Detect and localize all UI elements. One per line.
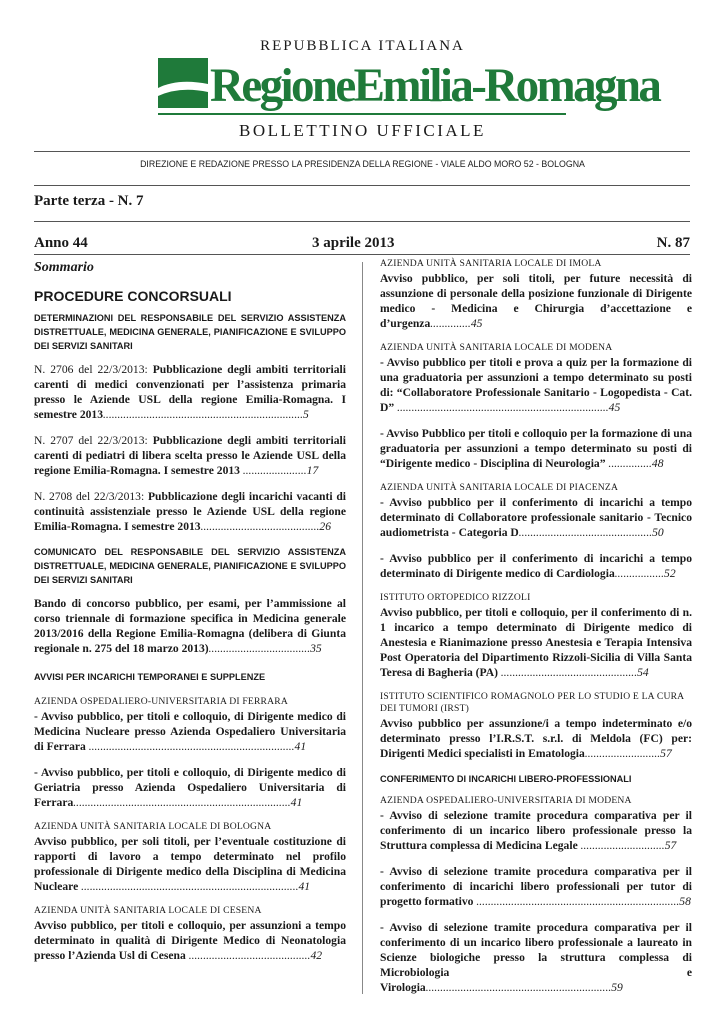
toc-entry[interactable]: - Avviso pubblico per il conferimento di incarichi a tempo determinato di Collaboratore professionale sanitario - Tecnico audiometrista - Categoria D..............................................50: [380, 496, 692, 539]
toc-entry[interactable]: - Avviso Pubblico per titoli e colloquio per la formazione di una graduatoria per assunzioni a tempo determinato su posti di “Dirigente medico - Disciplina di Neurologia” ...............48: [380, 427, 692, 470]
organization-label: ISTITUTO ORTOPEDICO RIZZOLI: [380, 592, 531, 603]
toc-entry[interactable]: - Avviso pubblico per il conferimento di incarichi a tempo determinato di Dirigente medico di Cardiologia.................52: [380, 552, 692, 580]
organization-label: AZIENDA UNITÀ SANITARIA LOCALE DI IMOLA: [380, 258, 602, 269]
organization-label: AZIENDA OSPEDALIERO-UNIVERSITARIA DI FERRARA: [34, 696, 289, 707]
organization-label: AZIENDA UNITÀ SANITARIA LOCALE DI CESENA: [34, 905, 262, 916]
toc-entry[interactable]: Avviso pubblico, per titoli e colloquio, per assunzioni a tempo determinato in qualità di Dirigente Medico di Neonatologia presso l’Azienda Usl di Cesena ..........................................42: [34, 919, 346, 962]
summary-heading: Sommario: [34, 260, 94, 275]
toc-entry[interactable]: Bando di concorso pubblico, per esami, per l’ammissione al corso triennale di formazione specifica in Medicina generale 2013/2016 della Regione Emilia-Romagna (delibera di Giunta regionale n. 275 del 18 marzo 2013)...................................35: [34, 597, 346, 655]
toc-entry[interactable]: N. 2706 del 22/3/2013: Pubblicazione degli ambiti territoriali carenti di medici convenzionati per l’assistenza primaria presso le Aziende USL della regione Emilia-Romagna. I semestre 2013.....................................................................5: [34, 363, 346, 421]
column-divider: [362, 262, 363, 994]
organization-label: AZIENDA UNITÀ SANITARIA LOCALE DI MODENA: [380, 342, 613, 353]
issue-year: Anno 44: [34, 235, 88, 251]
toc-entry[interactable]: - Avviso pubblico per titoli e prova a quiz per la formazione di una graduatoria per assunzioni a tempo determinato su posti di: “Collaboratore Professionale Sanitario - Logopedista - Cat. D” .........................................................................45: [380, 356, 692, 414]
divider: [34, 254, 690, 255]
toc-entry[interactable]: - Avviso di selezione tramite procedura comparativa per il conferimento di incarichi libero professionali per tutor di progetto formativo ......................................................................58: [380, 865, 692, 908]
toc-entry[interactable]: - Avviso di selezione tramite procedura comparativa per il conferimento di un incarico libero professionale a laureato in Scienze biologiche presso la struttura complessa di Microbiologia e Virologia................................................................59: [380, 921, 692, 994]
organization-label: ISTITUTO SCIENTIFICO ROMAGNOLO PER LO STUDIO E LA CURA DEI TUMORI (IRST): [380, 691, 684, 714]
toc-entry[interactable]: N. 2708 del 22/3/2013: Pubblicazione degli incarichi vacanti di continuità assistenziale presso le Aziende USL della regione Emilia-Romagna. I semestre 2013.........................................26: [34, 490, 346, 533]
region-logo-text: RegioneEmilia-Romagna: [210, 59, 660, 113]
bulletin-title: BOLLETTINO UFFICIALE: [239, 121, 486, 140]
subsection-heading: COMUNICATO DEL RESPONSABILE DEL SERVIZIO ASSISTENZA DISTRETTUALE, MEDICINA GENERALE, PIANIFICAZIONE E SVILUPPO DEI SERVIZI SANITARI: [34, 547, 346, 585]
organization-label: AZIENDA UNITÀ SANITARIA LOCALE DI PIACENZA: [380, 482, 619, 493]
divider: [34, 221, 690, 222]
organization-label: AZIENDA UNITÀ SANITARIA LOCALE DI BOLOGNA: [34, 821, 272, 832]
region-logo-icon: [158, 58, 208, 108]
right-column: [380, 258, 692, 1006]
toc-entry[interactable]: Avviso pubblico, per soli titoli, per future necessità di assunzione di personale della posizione funzionale di Dirigente medico - Medicina e Chirurgia d’accettazione e d’urgenza..............45: [380, 272, 692, 330]
logo-rule: [158, 113, 566, 115]
toc-entry[interactable]: Avviso pubblico, per soli titoli, per l’eventuale costituzione di rapporti di lavoro a tempo determinato nel profilo professionale di Dirigente medico della Disciplina di Medicina Nucleare ...........................................................................41: [34, 835, 346, 893]
divider: [34, 185, 690, 186]
toc-entry[interactable]: N. 2707 del 22/3/2013: Pubblicazione degli ambiti territoriali carenti di pediatri di libera scelta presso le Aziende USL della regione Emilia-Romagna. I semestre 2013 ......................17: [34, 434, 346, 477]
part-label: Parte terza - N. 7: [34, 193, 144, 209]
issue-number: N. 87: [656, 235, 690, 251]
toc-entry[interactable]: - Avviso pubblico, per titoli e colloquio, di Dirigente medico di Medicina Nucleare presso Azienda Ospedaliero Universitaria di Ferrara .......................................................................41: [34, 710, 346, 753]
toc-entry[interactable]: - Avviso di selezione tramite procedura comparativa per il conferimento di un incarico libero professionale presso la Struttura complessa di Medicina Legale .............................57: [380, 809, 692, 852]
section-heading: PROCEDURE CONCORSUALI: [34, 288, 232, 304]
toc-entry[interactable]: Avviso pubblico, per titoli e colloquio, per il conferimento di n. 1 incarico a tempo determinato di Dirigente medico di Anestesia e Rianimazione presso Anestesia e Terapia Intensiva Post Operatoria del Dipartimento Rizzoli-Sicilia di Villa Santa Teresa di Bagheria (PA) ...............................................54: [380, 606, 692, 679]
toc-entry[interactable]: Avviso pubblico per assunzione/i a tempo indeterminato e/o determinato presso l’I.R.S.T. s.r.l. di Meldola (FC) per: Dirigenti Medici specialisti in Ematologia..........................57: [380, 717, 692, 760]
subsection-heading: DETERMINAZIONI DEL RESPONSABILE DEL SERVIZIO ASSISTENZA DISTRETTUALE, MEDICINA GENERALE, PIANIFICAZIONE E SVILUPPO DEI SERVIZI SANITARI: [34, 313, 346, 351]
editorial-address: DIREZIONE E REDAZIONE PRESSO LA PRESIDENZA DELLA REGIONE - VIALE ALDO MORO 52 - BOLOGNA: [140, 159, 585, 169]
issue-date: 3 aprile 2013: [312, 235, 395, 251]
subsection-heading: AVVISI PER INCARICHI TEMPORANEI E SUPPLENZE: [34, 672, 266, 682]
divider: [34, 151, 690, 152]
organization-label: AZIENDA OSPEDALIERO-UNIVERSITARIA DI MODENA: [380, 795, 632, 806]
republic-heading: REPUBBLICA ITALIANA: [260, 38, 465, 54]
left-column: [34, 258, 346, 974]
toc-entry[interactable]: - Avviso pubblico, per titoli e colloquio, di Dirigente medico di Geriatria presso Azienda Ospedaliero Universitaria di Ferrara...........................................................................41: [34, 766, 346, 809]
subsection-heading: CONFERIMENTO DI INCARICHI LIBERO-PROFESSIONALI: [380, 774, 632, 784]
